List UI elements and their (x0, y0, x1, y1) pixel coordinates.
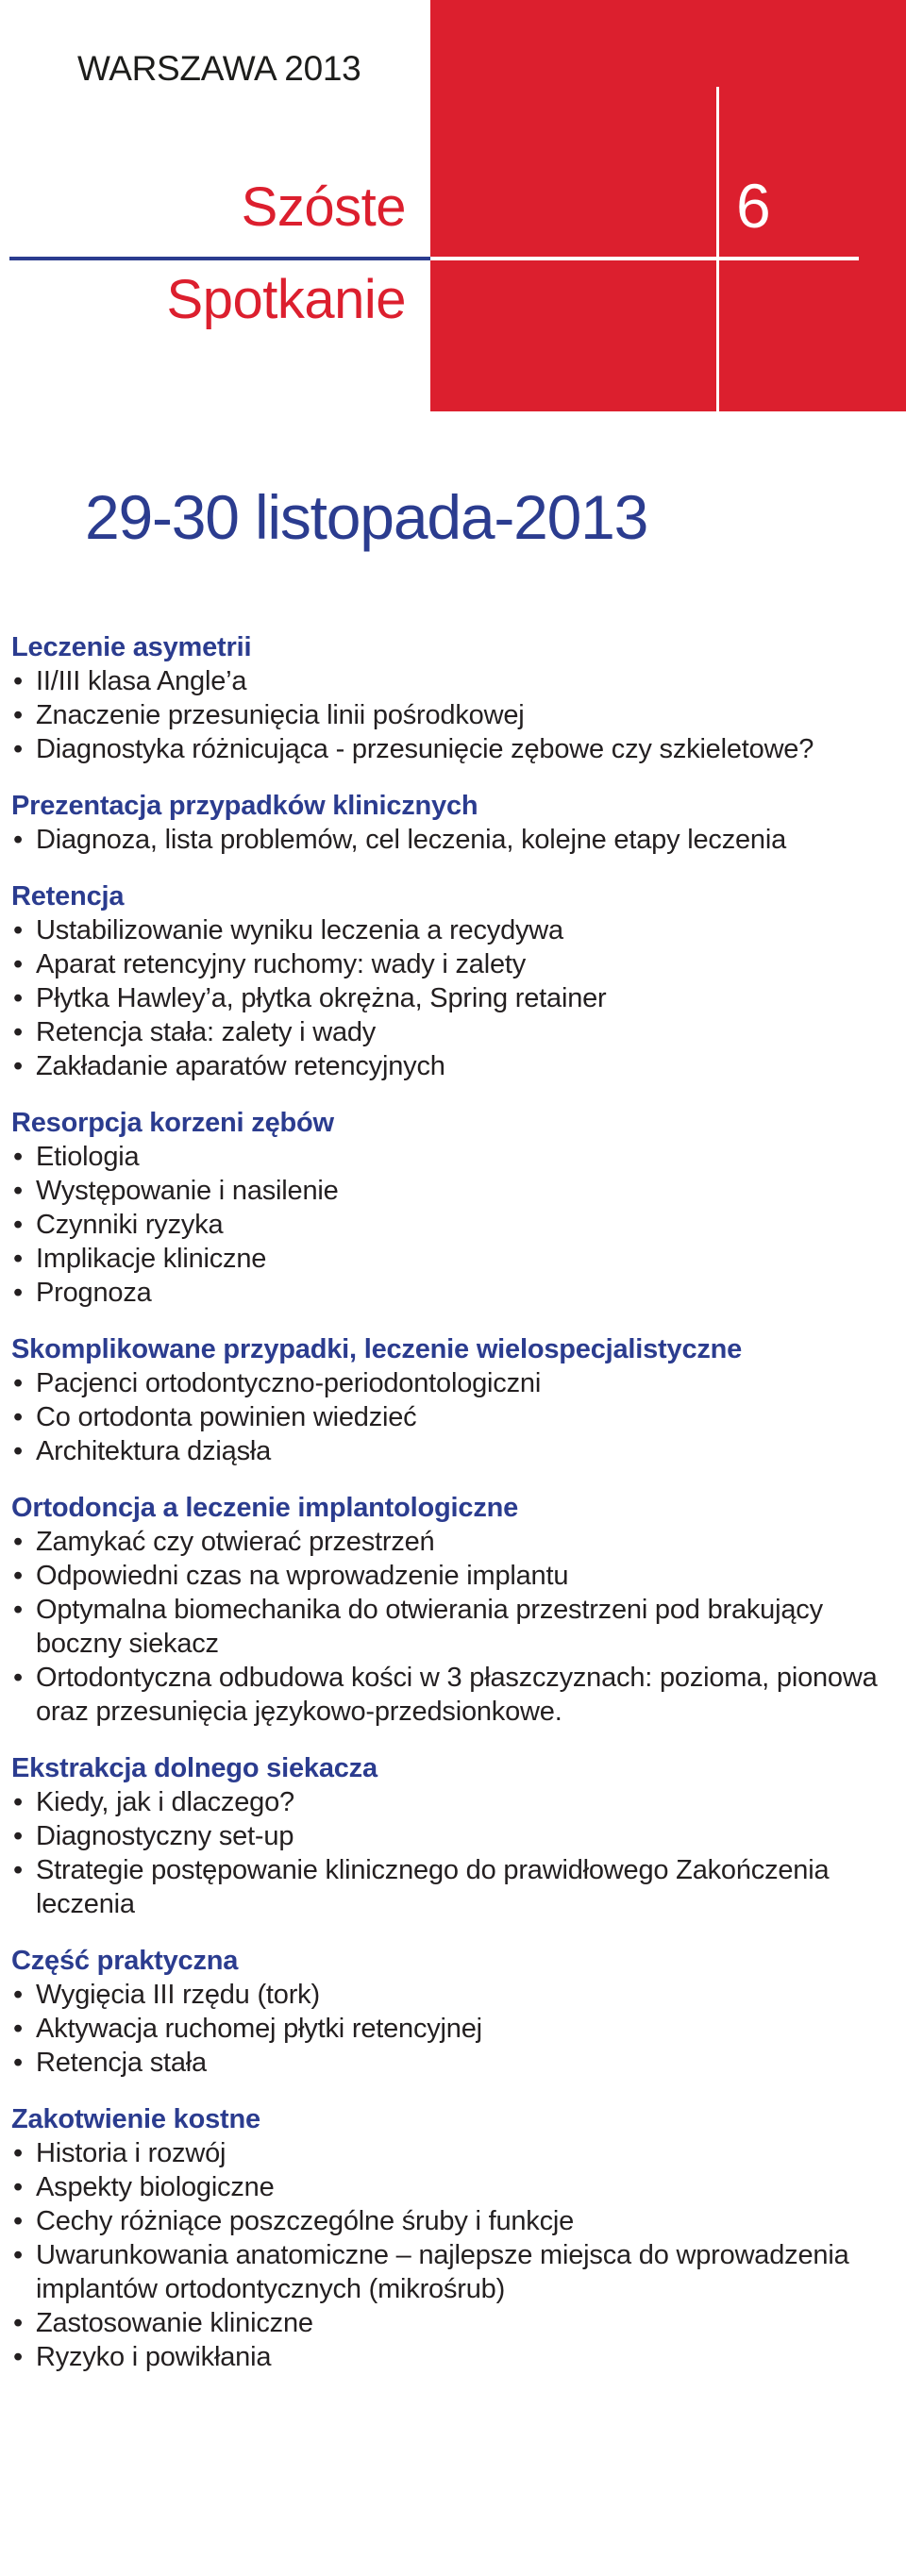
program-section (11, 1332, 889, 1468)
list-item: • Aktywacja ruchomej płytki retencyjnej (11, 2012, 889, 2046)
list-item: • Ryzyko i powikłania (11, 2340, 889, 2374)
meeting-date: 29-30 listopada-2013 (85, 482, 648, 552)
list-item: • Znaczenie przesunięcia linii pośrodkowej (11, 698, 889, 732)
list-item: • Występowanie i nasilenie (11, 1174, 889, 1208)
red-header-panel (430, 0, 906, 411)
list-item: • Strategie postępowanie klinicznego do prawidłowego Zakończenia leczenia (11, 1853, 889, 1921)
list-item: • Etiologia (11, 1140, 889, 1174)
section-list (11, 913, 889, 1083)
section-list (11, 1525, 889, 1729)
vertical-divider (716, 87, 719, 411)
list-item: • Odpowiedni czas na wprowadzenie implantu (11, 1559, 889, 1593)
list-item: • Zastosowanie kliniczne (11, 2306, 889, 2340)
list-item: • Ustabilizowanie wyniku leczenia a recydywa (11, 913, 889, 947)
list-item: • Ortodontyczna odbudowa kości w 3 płaszczyznach: pozioma, pionowa oraz przesunięcia językowo-przedsionkowe. (11, 1661, 889, 1729)
list-item: • Architektura dziąsła (11, 1434, 889, 1468)
list-item: • Prognoza (11, 1276, 889, 1310)
list-item: • Uwarunkowania anatomiczne – najlepsze miejsca do wprowadzenia implantów ortodontycznych (mikrośrub) (11, 2238, 889, 2306)
meeting-number: 6 (736, 171, 771, 241)
list-item: • Płytka Hawley’a, płytka okrężna, Spring retainer (11, 981, 889, 1015)
list-item: • Zamykać czy otwierać przestrzeń (11, 1525, 889, 1559)
section-list (11, 1366, 889, 1468)
list-item: • II/III klasa Angle’a (11, 664, 889, 698)
program-section (11, 789, 889, 857)
section-title: Ortodoncja a leczenie implantologiczne (11, 1493, 519, 1523)
list-item: • Cechy różniące poszczególne śruby i funkcje (11, 2204, 889, 2238)
list-item: • Optymalna biomechanika do otwierania przestrzeni pod brakujący boczny siekacz (11, 1593, 889, 1661)
list-item: • Zakładanie aparatów retencyjnych (11, 1049, 889, 1083)
list-item: • Pacjenci ortodontyczno-periodontologiczni (11, 1366, 889, 1400)
title-line-2: Spotkanie (166, 269, 406, 330)
list-item: • Kiedy, jak i dlaczego? (11, 1785, 889, 1819)
program-section (11, 1106, 889, 1310)
horizontal-divider-blue (9, 257, 430, 260)
list-item: • Retencja stała (11, 2046, 889, 2080)
program-section (11, 2102, 889, 2374)
list-item: • Aspekty biologiczne (11, 2170, 889, 2204)
program-section (11, 1944, 889, 2080)
section-title: Leczenie asymetrii (11, 632, 252, 662)
list-item: • Diagnostyczny set-up (11, 1819, 889, 1853)
section-title: Prezentacja przypadków klinicznych (11, 791, 478, 821)
section-title: Resorpcja korzeni zębów (11, 1108, 334, 1138)
program-section (11, 1491, 889, 1729)
section-title: Skomplikowane przypadki, leczenie wielospecjalistyczne (11, 1334, 743, 1364)
section-title: Retencja (11, 881, 125, 912)
program-section (11, 630, 889, 766)
section-title: Ekstrakcja dolnego siekacza (11, 1753, 378, 1783)
list-item: • Implikacje kliniczne (11, 1242, 889, 1276)
program-content (11, 630, 889, 2397)
list-item: • Diagnostyka różnicująca - przesunięcie zębowe czy szkieletowe? (11, 732, 889, 766)
title-line-1: Szóste (241, 176, 406, 238)
list-item: • Aparat retencyjny ruchomy: wady i zalety (11, 947, 889, 981)
section-list (11, 1978, 889, 2080)
section-title: Część praktyczna (11, 1946, 239, 1976)
list-item: • Historia i rozwój (11, 2136, 889, 2170)
section-list (11, 2136, 889, 2374)
program-section (11, 1751, 889, 1921)
list-item: • Wygięcia III rzędu (tork) (11, 1978, 889, 2012)
list-item: • Czynniki ryzyka (11, 1208, 889, 1242)
city-year-label: WARSZAWA 2013 (77, 49, 361, 88)
program-section (11, 879, 889, 1083)
section-list (11, 1785, 889, 1921)
list-item: • Co ortodonta powinien wiedzieć (11, 1400, 889, 1434)
list-item: • Diagnoza, lista problemów, cel leczenia, kolejne etapy leczenia (11, 823, 889, 857)
section-list (11, 664, 889, 766)
section-title: Zakotwienie kostne (11, 2104, 260, 2134)
section-list (11, 823, 889, 857)
list-item: • Retencja stała: zalety i wady (11, 1015, 889, 1049)
section-list (11, 1140, 889, 1310)
horizontal-divider-white (430, 257, 859, 260)
